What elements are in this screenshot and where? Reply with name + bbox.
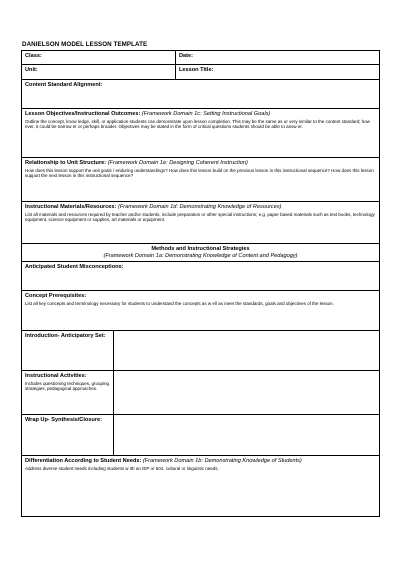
relationship-description: How does this lesson support the unit goals / enduring understandings? How does this lesson build on the previous lesson in this instructional sequence? How does this lesson support the next lesson in this instructional sequence? [25,167,374,178]
wrapup-row [22,415,380,456]
objectives-label: Lesson Objectives/Instructional Outcomes: [25,111,141,117]
date-label: Date: [179,53,194,59]
prerequisites-label: Concept Prerequisites: [25,293,87,300]
methods-label: Methods and Instructional Strategies [151,246,250,252]
materials-field[interactable] [22,202,380,244]
introduction-row [22,331,380,371]
activities-row [22,371,380,415]
activities-label: Instructional Activities: [25,373,87,380]
differentiation-description: Address diverse student needs including students w ith an IEP or 504, cultural or linguistic needs. [25,465,219,471]
differentiation-domain: (Framework Domain 1b: Demonstrating Knowledge of Students) [142,458,302,465]
activities-description: Includes questioning techniques, grouping strategies, pedagogical approaches. [25,380,110,392]
relationship-domain: (Framework Domain 1e: Designing Coherent Instruction) [107,160,248,166]
introduction-field[interactable] [114,331,380,371]
methods-header [22,244,380,262]
unit-title-row [22,65,380,80]
objectives-field[interactable] [22,109,380,158]
materials-description: List all materials and resources required by teacher and/or students, include preparation or other special instructions; e.g. paper based materials such as text books, technology equipment, science equipment or supplies, art materials or equipment. [25,211,375,222]
relationship-label: Relationship to Unit Structure: [25,160,107,166]
relationship-field[interactable] [22,158,380,202]
prerequisites-field[interactable] [22,291,380,331]
date-field[interactable] [176,51,380,65]
objectives-description: Outline the concept, know ledge, skill, or application students can demonstrate upon lesson completion. This may be the same as or very similar to the content standard; how ever, it could be narrow er or perhaps broader. Objectives may be stated in the form of critical questions students should be able to answ er. [25,118,370,129]
lesson-template-table [21,50,380,517]
materials-domain: (Framework Domain 1d: Demonstrating Knowledge of Resources) [117,204,282,210]
misconceptions-field[interactable] [22,262,380,291]
prerequisites-row [22,291,380,331]
differentiation-label: Differentiation According to Student Needs: [25,458,142,465]
lesson-title-field[interactable] [176,65,380,80]
prerequisites-description: List all key concepts and terminology necessary for students to understand the concepts as w ell as meet the standards, goals and objectives of the lesson. [25,300,334,306]
class-field[interactable] [22,51,176,65]
document-title: DANIELSON MODEL LESSON TEMPLATE [22,41,148,48]
introduction-label: Introduction- Anticipatory Set: [25,333,106,340]
wrapup-field[interactable] [114,415,380,456]
methods-domain: (Framework Domain 1a: Demonstrating Knowledge of Content and Pedagogy) [103,252,298,259]
objectives-row [22,109,380,158]
materials-row [22,202,380,244]
class-label: Class: [25,53,42,59]
introduction-label-cell [22,331,114,371]
lesson-title-label: Lesson Title: [179,67,214,73]
activities-label-cell [22,371,114,415]
wrapup-label-cell [22,415,114,456]
unit-label: Unit: [25,67,38,73]
misconceptions-row [22,262,380,291]
methods-row [22,244,380,262]
relationship-row [22,158,380,202]
content-standard-field[interactable] [22,80,380,109]
wrapup-label: Wrap Up- Synthesis/Closure: [25,417,102,424]
differentiation-field[interactable] [22,456,380,517]
differentiation-row [22,456,380,517]
class-date-row [22,51,380,65]
unit-field[interactable] [22,65,176,80]
materials-label: Instructional Materials/Resources: [25,204,117,210]
activities-field[interactable] [114,371,380,415]
objectives-domain: (Framework Domain 1c: Setting Instructional Goals) [141,111,271,117]
content-standard-label: Content Standard Alignment: [25,82,103,88]
misconceptions-label: Anticipated Student Misconceptions: [25,264,124,271]
content-standard-row [22,80,380,109]
